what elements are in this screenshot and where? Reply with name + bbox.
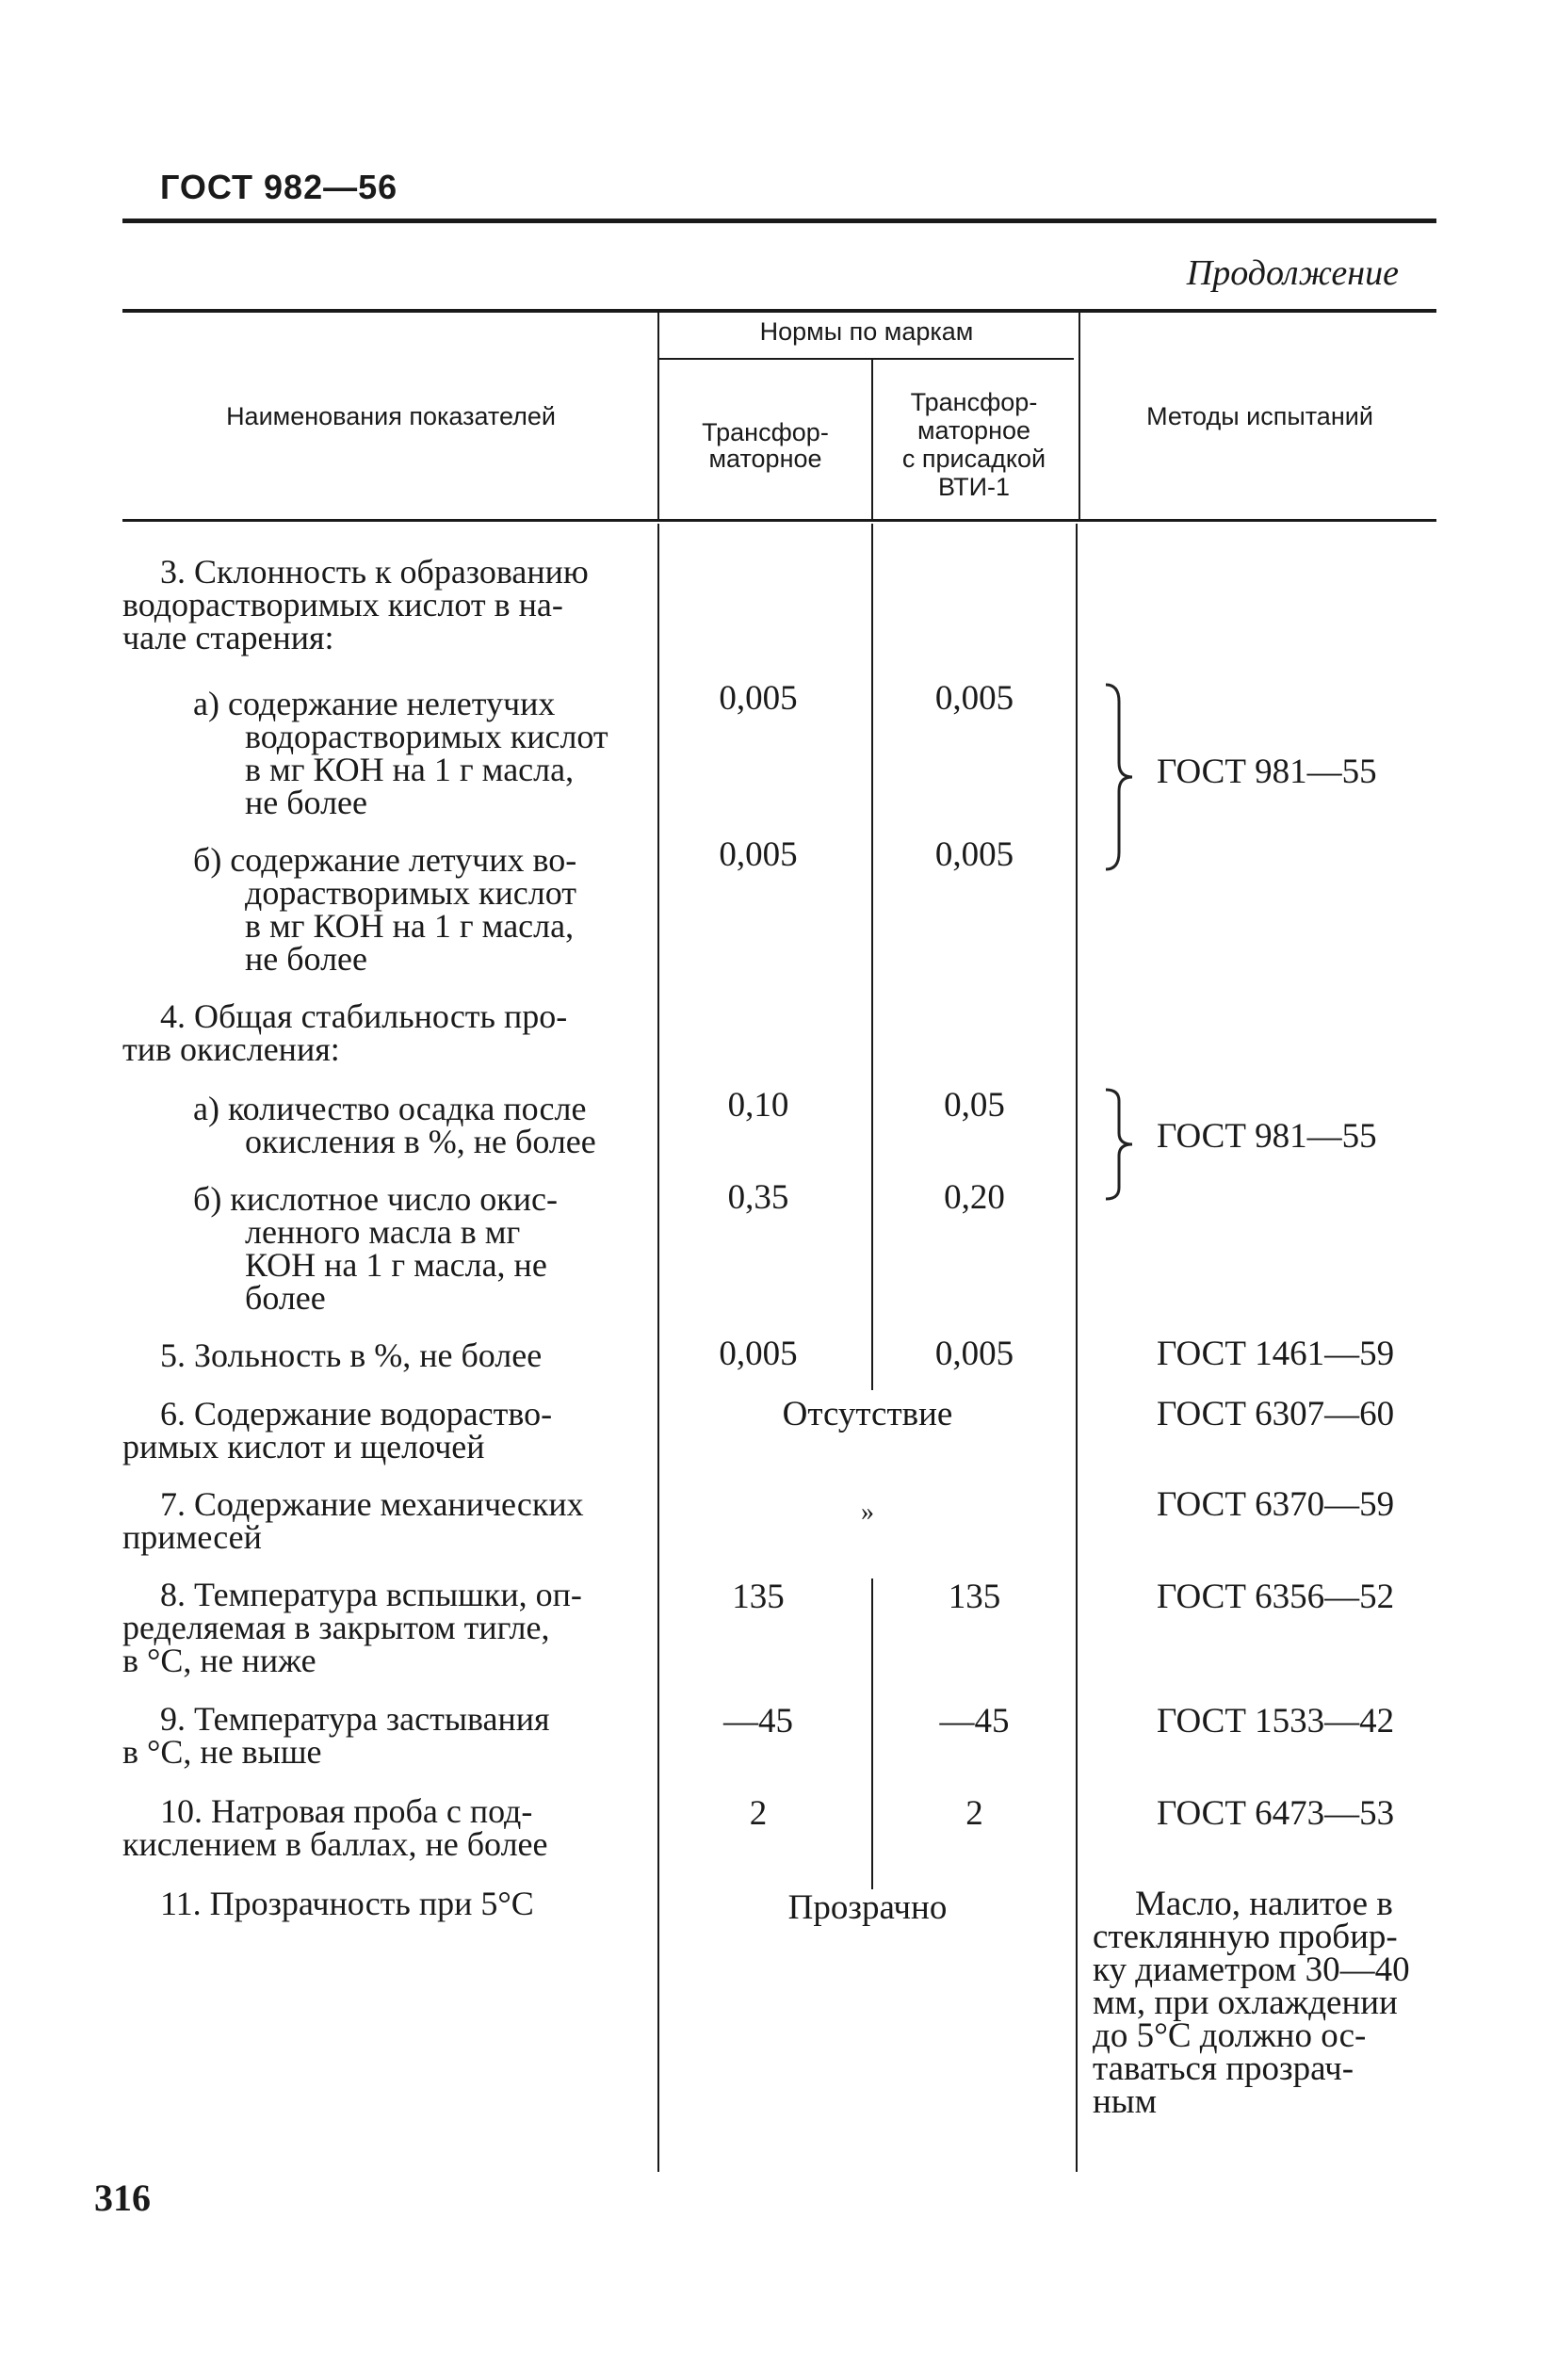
vline-header-2 bbox=[871, 360, 873, 519]
header-transformer-column: Трансфор- маторное bbox=[702, 418, 829, 474]
row-5-method: ГОСТ 1461—59 bbox=[1157, 1335, 1395, 1373]
row-8-name: 8. Температура вспышки, оп- ределяемая в закрытом тигле, в °С, не ниже bbox=[122, 1576, 582, 1679]
table-top-rule bbox=[122, 309, 1436, 313]
row-7-method: ГОСТ 6370—59 bbox=[1157, 1485, 1395, 1524]
row-4-method: ГОСТ 981—55 bbox=[1157, 1117, 1377, 1156]
header-methods-column: Методы испытаний bbox=[1146, 402, 1373, 430]
vline-body-3 bbox=[1076, 524, 1078, 2172]
row-11-value: Прозрачно bbox=[787, 1888, 948, 1927]
row-3a-name: а) содержание нелетучих водорастворимых кислот в мг КОН на 1 г масла, не более bbox=[193, 685, 608, 821]
header-rule bbox=[122, 219, 1436, 223]
row-11-name: 11. Прозрачность при 5°С bbox=[160, 1885, 534, 1922]
row-8-vti-value: 135 bbox=[948, 1578, 1001, 1616]
row-3a-vti-value: 0,005 bbox=[934, 679, 1014, 718]
row-3b-transformer-value: 0,005 bbox=[719, 835, 798, 874]
row-9-name: 9. Температура застывания в °С, не выше bbox=[122, 1700, 550, 1771]
row-3b-name: б) содержание летучих во- дорастворимых кислот в мг КОН на 1 г масла, не более bbox=[193, 841, 577, 978]
table-header-bottom-rule bbox=[122, 519, 1436, 522]
vline-header-3 bbox=[1079, 313, 1080, 519]
header-norms-group: Нормы по маркам bbox=[759, 317, 974, 346]
row-3-method: ГОСТ 981—55 bbox=[1157, 753, 1377, 791]
row-4a-transformer-value: 0,10 bbox=[727, 1086, 789, 1125]
row-10-transformer-value: 2 bbox=[749, 1794, 768, 1833]
row-7-name: 7. Содержание механических примесей bbox=[122, 1485, 584, 1556]
row-6-method: ГОСТ 6307—60 bbox=[1157, 1395, 1395, 1433]
row-5-name: 5. Зольность в %, не более bbox=[160, 1336, 543, 1374]
row-8-transformer-value: 135 bbox=[732, 1578, 785, 1616]
row-4b-transformer-value: 0,35 bbox=[727, 1178, 789, 1217]
row-4-name: 4. Общая стабильность про- тив окисления: bbox=[122, 997, 568, 1068]
row-10-vti-value: 2 bbox=[965, 1794, 983, 1833]
row-3a-transformer-value: 0,005 bbox=[719, 679, 798, 718]
row-9-vti-value: —45 bbox=[939, 1702, 1010, 1740]
bracket-icon bbox=[1102, 1088, 1140, 1201]
row-4b-vti-value: 0,20 bbox=[944, 1178, 1005, 1217]
row-3b-vti-value: 0,005 bbox=[934, 835, 1014, 874]
row-10-method: ГОСТ 6473—53 bbox=[1157, 1794, 1395, 1833]
vline-body-2a bbox=[871, 524, 873, 1390]
row-5-vti-value: 0,005 bbox=[934, 1335, 1014, 1373]
row-11-method: Масло, налитое в стеклянную пробир- ку диаметром 30—40 мм, при охлаждении до 5°С должно ос- таваться прозрач- ным bbox=[1093, 1885, 1410, 2121]
row-5-transformer-value: 0,005 bbox=[719, 1335, 798, 1373]
row-4a-name: а) количество осадка после окисления в %, не более bbox=[193, 1090, 596, 1160]
row-10-name: 10. Натровая проба с под- кислением в баллах, не более bbox=[122, 1792, 548, 1863]
row-6-name: 6. Содержание водораство- римых кислот и щелочей bbox=[122, 1395, 553, 1465]
row-7-value: » bbox=[861, 1498, 874, 1527]
bracket-icon bbox=[1102, 683, 1140, 871]
group-header-rule bbox=[659, 358, 1074, 360]
row-9-method: ГОСТ 1533—42 bbox=[1157, 1702, 1395, 1740]
row-9-transformer-value: —45 bbox=[723, 1702, 793, 1740]
row-4a-vti-value: 0,05 bbox=[944, 1086, 1005, 1125]
document-code: ГОСТ 982—56 bbox=[160, 168, 398, 206]
page-number: 316 bbox=[94, 2177, 151, 2219]
continuation-label: Продолжение bbox=[1186, 253, 1399, 293]
row-8-method: ГОСТ 6356—52 bbox=[1157, 1578, 1395, 1616]
row-6-value: Отсутствие bbox=[782, 1395, 953, 1433]
row-3-name: 3. Склонность к образованию водорастворимых кислот в на- чале старения: bbox=[122, 553, 589, 656]
header-name-column: Наименования показателей bbox=[226, 402, 556, 430]
header-vti-column: Трансфор- маторное с присадкой ВТИ-1 bbox=[901, 388, 1046, 501]
row-4b-name: б) кислотное число окис- ленного масла в мг КОН на 1 г масла, не более bbox=[193, 1180, 558, 1317]
